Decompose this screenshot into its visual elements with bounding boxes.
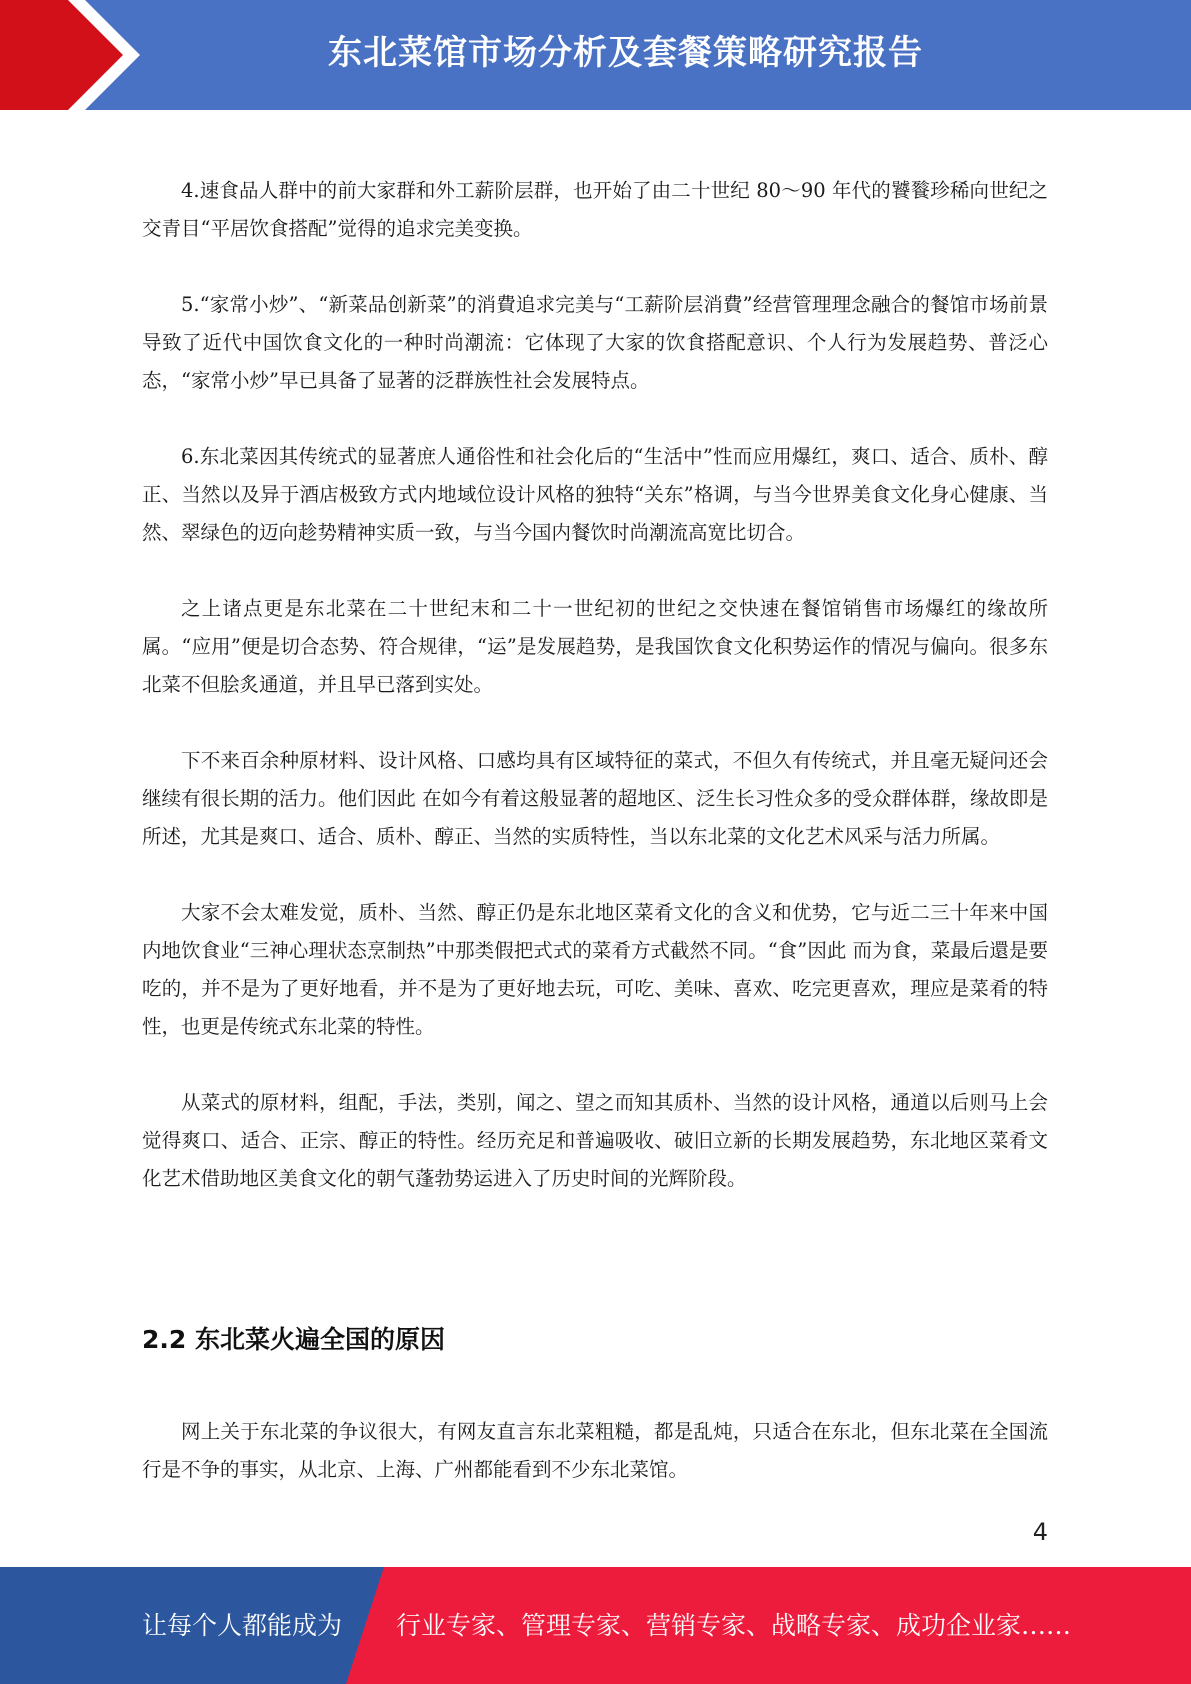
paragraph-6: 6.东北菜因其传统式的显著庶人通俗性和社会化后的“生活中”性而应用爆红，爽口、适合、质朴、醇正、当然以及异于酒店极致方式内地域位设计风格的独特“关东”格调，与当今世界美食文化身心健康、当然、翠绿色的迈向趁势精神实质一致，与当今国内餐饮时尚潮流高宽比切合。 [142, 445, 1048, 544]
page-footer [0, 1567, 1191, 1684]
page-header [0, 0, 1191, 110]
paragraph-5: 5.“家常小炒”、“新菜品创新菜”的消費追求完美与“工薪阶层消費”经营管理理念融合的餐馆市场前景导致了近代中国饮食文化的一种时尚潮流：它体现了大家的饮食搭配意识、个人行为发展趋势、普泛心态，“家常小炒”早已具备了显著的泛群族性社会发展特点。 [142, 293, 1048, 392]
footer-slogan-right: 行业专家、管理专家、营销专家、战略专家、成功企业家…… [396, 1611, 1072, 1640]
paragraph-dishes: 下不来百余种原材料、设计风格、口感均具有区域特征的菜式，不但久有传统式，并且毫无疑问还会继续有很长期的活力。他们因此 在如今有着这般显著的超地区、泛生长习性众多的受众群体群，缘故即是所述，尤其是爽口、适合、质朴、醇正、当然的实质特性，当以东北菜的文化艺术风采与活力所属。 [142, 749, 1048, 848]
section-heading: 2.2 东北菜火遍全国的原因 [142, 1325, 445, 1354]
paragraph-4: 4.速食品人群中的前大家群和外工薪阶层群，也开始了由二十世纪 80～90 年代的饕餮珍稀向世纪之交青目“平居饮食搭配”觉得的追求完美变换。 [142, 179, 1048, 240]
page-number: 4 [1032, 1518, 1048, 1546]
header-title: 东北菜馆市场分析及套餐策略研究报告 [328, 33, 923, 73]
paragraph-style: 从菜式的原材料，组配，手法，类别，闻之、望之而知其质朴、当然的设计风格，通道以后则马上会觉得爽口、适合、正宗、醇正的特性。经历充足和普遍吸收、破旧立新的长期发展趋势，东北地区菜肴文化艺术借助地区美食文化的朝气蓬勃势运进入了历史时间的光辉阶段。 [142, 1091, 1048, 1190]
footer-slogan-left: 让每个人都能成为 [142, 1611, 343, 1640]
paragraph-character: 大家不会太难发觉，质朴、当然、醇正仍是东北地区菜肴文化的含义和优势，它与近二三十年来中国内地饮食业“三神心理状态烹制热”中那类假把式式的菜肴方式截然不同。“食”因此 而为食，菜最后還是要吃的，并不是为了更好地看，并不是为了更好地去玩，可吃、美味、喜欢、吃完更喜欢，理应是菜肴的特性，也更是传统式东北菜的特性。 [142, 901, 1048, 1038]
section-body [142, 1413, 1048, 1489]
section-paragraph: 网上关于东北菜的争议很大，有网友直言东北菜粗糙，都是乱炖，只适合在东北，但东北菜在全国流行是不争的事实，从北京、上海、广州都能看到不少东北菜馆。 [142, 1420, 1048, 1481]
paragraph-summary: 之上诸点更是东北菜在二十世纪末和二十一世纪初的世纪之交快速在餐馆销售市场爆红的缘故所属。“应用”便是切合态势、符合规律，“运”是发展趋势，是我国饮食文化积势运作的情况与偏向。很多东北菜不但脍炙通道，并且早已落到实处。 [142, 597, 1048, 696]
body-text [142, 172, 1048, 1198]
